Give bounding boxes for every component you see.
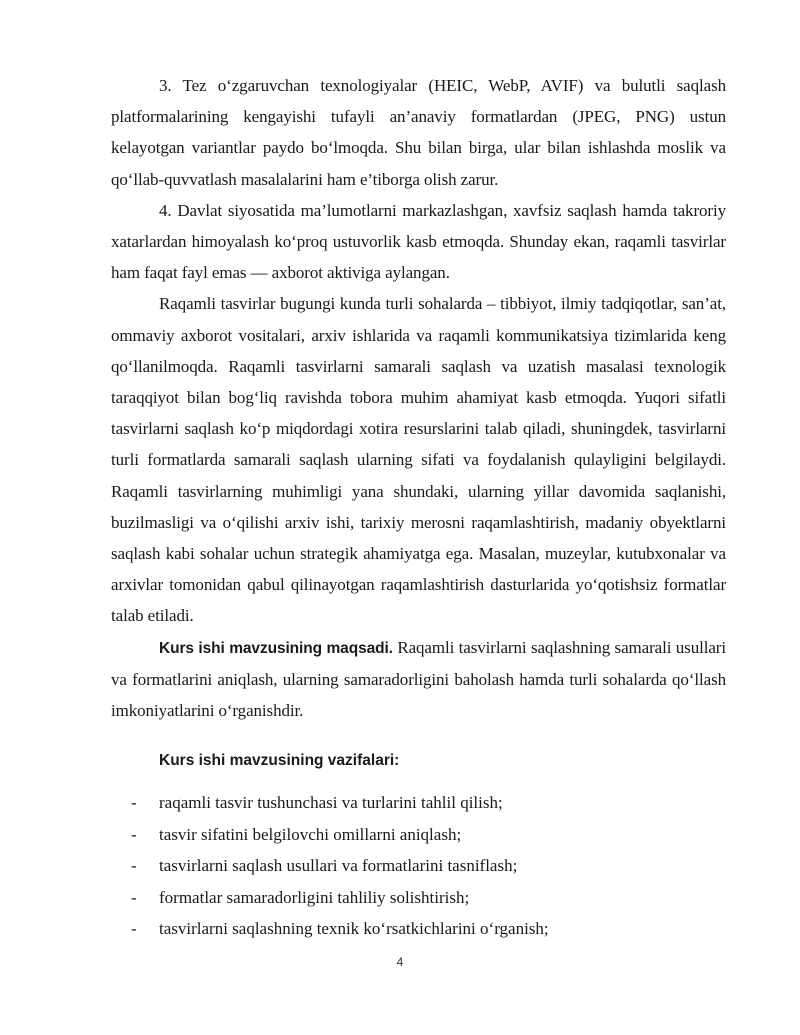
list-item	[111, 787, 726, 819]
list-dash: -	[131, 824, 137, 844]
list-dash: -	[131, 856, 137, 876]
list-item	[111, 882, 726, 914]
list-item	[111, 913, 726, 945]
list-item-text: tasvir sifatini belgilovchi omillarni aniqlash;	[159, 824, 462, 844]
list-item-text: tasvirlarni saqlash usullari va formatlarini tasniflash;	[159, 856, 518, 876]
tasks-heading: Kurs ishi mavzusining vazifalari:	[159, 752, 400, 770]
tasks-list	[111, 787, 726, 945]
paragraph-goal	[111, 632, 726, 727]
goal-label: Kurs ishi mavzusining maqsadi.	[159, 639, 393, 657]
list-dash: -	[131, 887, 137, 907]
list-item	[111, 850, 726, 882]
list-item	[111, 819, 726, 851]
paragraph-digital-images: Raqamli tasvirlar bugungi kunda turli sohalarda – tibbiyot, ilmiy tadqiqotlar, san’at, ommaviy axborot vositalari, arxiv ishlarida va raqamli kommunikatsiya tizimlarida keng qo‘llanilmoqda. Raqamli tasvirlarni samarali saqlash va uzatish masalasi texnologik taraqqiyot bilan bog‘liq ravishda tobora muhim ahamiyat kasb etmoqda. Yuqori sifatli tasvirlarni saqlash ko‘p miqdordagi xotira resurslarini talab qiladi, shuningdek, tasvirlarni turli formatlarda samarali saqlash ularning sifati va foydalanish qulayligini belgilaydi. Raqamli tasvirlarning muhimligi yana shundaki, ularning yillar davomida saqlanishi, buzilmasligi va o‘qilishi arxiv ishi, tarixiy merosni raqamlashtirish, madaniy obyektlarni saqlash kabi sohalar uchun strategik ahamiyatga ega. Masalan, muzeylar, kutubxonalar va arxivlar tomonidan qabul qilinayotgan raqamlashtirish dasturlarida yo‘qotishsiz formatlar talab etiladi.	[111, 294, 726, 626]
list-dash: -	[131, 919, 137, 939]
document-page	[111, 70, 726, 945]
goal-text: Raqamli tasvirlarni saqlashning samarali usullari va formatlarini aniqlash, ularning samaradorligini baholash hamda turli sohalarda qo‘llash imkoniyatlarini o‘rganishdir.	[111, 637, 726, 721]
page-number: 4	[396, 955, 404, 969]
list-item-text: formatlar samaradorligini tahliliy solishtirish;	[159, 887, 470, 907]
list-dash: -	[131, 793, 137, 813]
list-item-text: tasvirlarni saqlashning texnik ko‘rsatkichlarini o‘rganish;	[159, 919, 549, 939]
paragraph-point-3: 3. Tez o‘zgaruvchan texnologiyalar (HEIC, WebP, AVIF) va bulutli saqlash platformalarining kengayishi tufayli an’anaviy formatlardan (JPEG, PNG) ustun kelayotgan variantlar paydo bo‘lmoqda. Shu bilan birga, ular bilan ishlashda moslik va qo‘llab-quvvatlash masalalarini ham e’tiborga olish zarur.	[111, 76, 726, 189]
list-item-text: raqamli tasvir tushunchasi va turlarini tahlil qilish;	[159, 793, 503, 813]
paragraph-point-4: 4. Davlat siyosatida ma’lumotlarni markazlashgan, xavfsiz saqlash hamda takroriy xatarlardan himoyalash ko‘proq ustuvorlik kasb etmoqda. Shunday ekan, raqamli tasvirlar ham faqat fayl emas — axborot aktiviga aylangan.	[111, 200, 726, 283]
